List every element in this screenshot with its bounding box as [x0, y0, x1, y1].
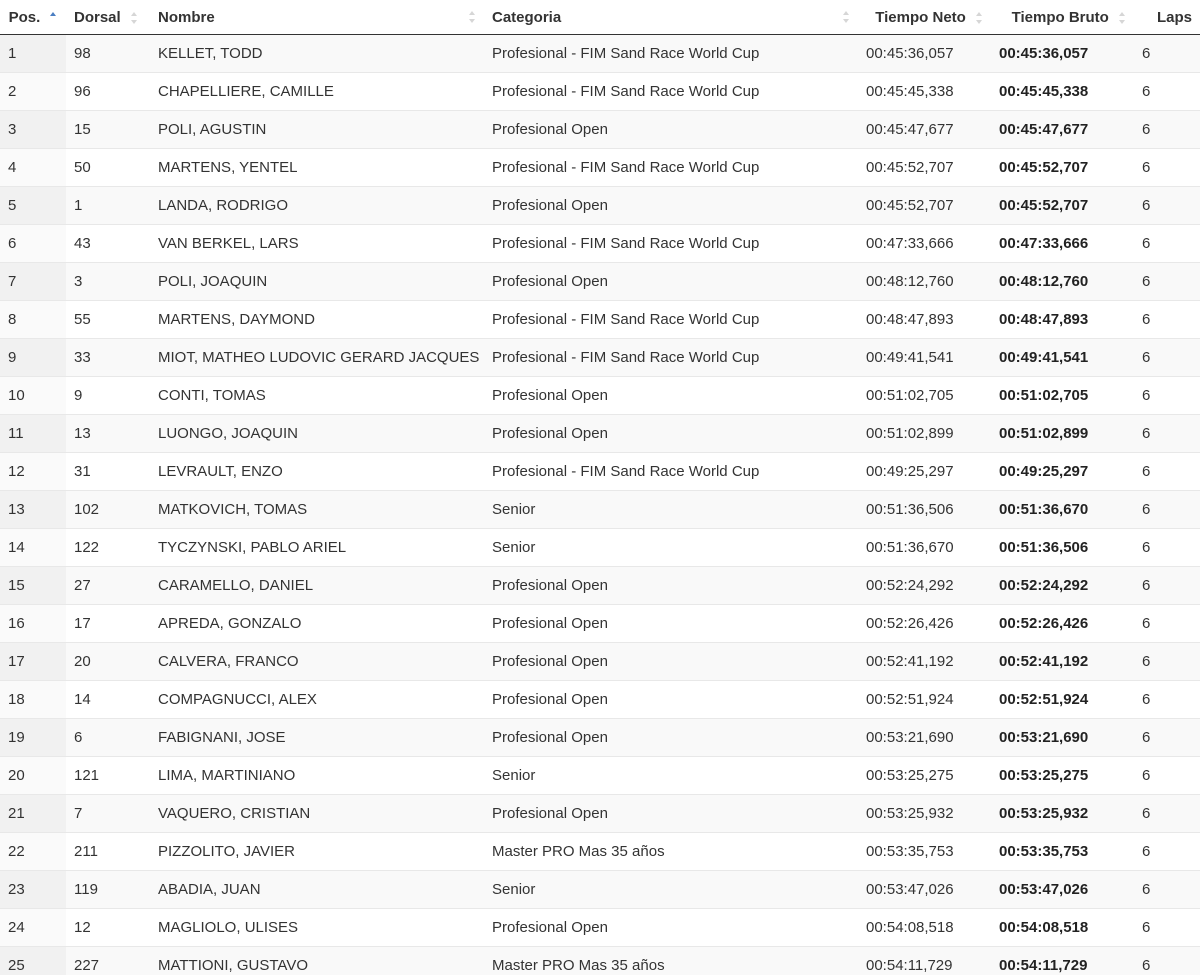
- cell-nombre: TYCZYNSKI, PABLO ARIEL: [150, 529, 484, 567]
- cell-dorsal: 27: [66, 567, 150, 605]
- cell-tiempo-bruto: 00:52:26,426: [991, 605, 1134, 643]
- table-row: [0, 225, 1200, 263]
- sort-icon: [843, 11, 850, 23]
- cell-tiempo-neto: 00:49:41,541: [858, 339, 991, 377]
- cell-pos: 4: [0, 149, 66, 187]
- table-row: [0, 73, 1200, 111]
- cell-categoria: Profesional Open: [484, 719, 858, 757]
- cell-pos: 6: [0, 225, 66, 263]
- cell-laps: 6: [1134, 643, 1200, 681]
- cell-nombre: CALVERA, FRANCO: [150, 643, 484, 681]
- cell-nombre: MAGLIOLO, ULISES: [150, 909, 484, 947]
- cell-categoria: Profesional Open: [484, 643, 858, 681]
- cell-laps: 6: [1134, 187, 1200, 225]
- header-row: [0, 0, 1200, 35]
- cell-laps: 6: [1134, 377, 1200, 415]
- table-row: [0, 187, 1200, 225]
- cell-tiempo-neto: 00:48:12,760: [858, 263, 991, 301]
- cell-tiempo-bruto: 00:45:36,057: [991, 35, 1134, 73]
- cell-tiempo-bruto: 00:49:41,541: [991, 339, 1134, 377]
- table-row: [0, 35, 1200, 73]
- table-row: [0, 833, 1200, 871]
- cell-categoria: Profesional - FIM Sand Race World Cup: [484, 339, 858, 377]
- cell-tiempo-neto: 00:52:24,292: [858, 567, 991, 605]
- cell-laps: 6: [1134, 453, 1200, 491]
- cell-dorsal: 12: [66, 909, 150, 947]
- cell-pos: 22: [0, 833, 66, 871]
- table-row: [0, 909, 1200, 947]
- cell-tiempo-neto: 00:54:11,729: [858, 947, 991, 975]
- cell-tiempo-neto: 00:54:08,518: [858, 909, 991, 947]
- cell-categoria: Master PRO Mas 35 años: [484, 833, 858, 871]
- cell-tiempo-neto: 00:48:47,893: [858, 301, 991, 339]
- cell-tiempo-neto: 00:52:26,426: [858, 605, 991, 643]
- cell-pos: 23: [0, 871, 66, 909]
- table-row: [0, 263, 1200, 301]
- cell-dorsal: 102: [66, 491, 150, 529]
- cell-tiempo-bruto: 00:53:47,026: [991, 871, 1134, 909]
- cell-pos: 25: [0, 947, 66, 975]
- column-header-dorsal-label: Dorsal: [74, 8, 121, 26]
- cell-categoria: Profesional Open: [484, 681, 858, 719]
- cell-dorsal: 121: [66, 757, 150, 795]
- cell-nombre: CARAMELLO, DANIEL: [150, 567, 484, 605]
- table-row: [0, 111, 1200, 149]
- cell-tiempo-neto: 00:51:36,506: [858, 491, 991, 529]
- cell-tiempo-neto: 00:45:52,707: [858, 149, 991, 187]
- cell-pos: 1: [0, 35, 66, 73]
- cell-laps: 6: [1134, 73, 1200, 111]
- cell-categoria: Profesional Open: [484, 415, 858, 453]
- table-row: [0, 415, 1200, 453]
- cell-tiempo-bruto: 00:45:45,338: [991, 73, 1134, 111]
- cell-tiempo-bruto: 00:51:36,670: [991, 491, 1134, 529]
- cell-nombre: MARTENS, DAYMOND: [150, 301, 484, 339]
- column-header-dorsal[interactable]: [66, 0, 150, 35]
- table-row: [0, 795, 1200, 833]
- cell-tiempo-neto: 00:53:25,275: [858, 757, 991, 795]
- cell-categoria: Senior: [484, 757, 858, 795]
- cell-laps: 6: [1134, 263, 1200, 301]
- column-header-tiempo-neto[interactable]: [858, 0, 991, 35]
- cell-nombre: COMPAGNUCCI, ALEX: [150, 681, 484, 719]
- cell-laps: 6: [1134, 339, 1200, 377]
- cell-dorsal: 14: [66, 681, 150, 719]
- cell-laps: 6: [1134, 681, 1200, 719]
- column-header-categoria-label: Categoria: [492, 8, 562, 26]
- cell-dorsal: 31: [66, 453, 150, 491]
- cell-dorsal: 50: [66, 149, 150, 187]
- cell-dorsal: 33: [66, 339, 150, 377]
- table-row: [0, 643, 1200, 681]
- table-row: [0, 871, 1200, 909]
- column-header-pos-label: Pos.: [8, 8, 41, 26]
- cell-tiempo-bruto: 00:53:25,275: [991, 757, 1134, 795]
- cell-tiempo-neto: 00:45:47,677: [858, 111, 991, 149]
- cell-dorsal: 1: [66, 187, 150, 225]
- cell-nombre: KELLET, TODD: [150, 35, 484, 73]
- cell-pos: 12: [0, 453, 66, 491]
- cell-categoria: Profesional - FIM Sand Race World Cup: [484, 73, 858, 111]
- cell-pos: 20: [0, 757, 66, 795]
- cell-pos: 11: [0, 415, 66, 453]
- column-header-tiempo-neto-label: Tiempo Neto: [875, 8, 966, 26]
- cell-categoria: Profesional Open: [484, 567, 858, 605]
- cell-tiempo-bruto: 00:54:08,518: [991, 909, 1134, 947]
- cell-nombre: APREDA, GONZALO: [150, 605, 484, 643]
- cell-tiempo-neto: 00:53:25,932: [858, 795, 991, 833]
- cell-categoria: Profesional - FIM Sand Race World Cup: [484, 453, 858, 491]
- cell-laps: 6: [1134, 111, 1200, 149]
- cell-tiempo-bruto: 00:53:25,932: [991, 795, 1134, 833]
- column-header-nombre[interactable]: [150, 0, 484, 35]
- cell-tiempo-bruto: 00:52:51,924: [991, 681, 1134, 719]
- cell-dorsal: 3: [66, 263, 150, 301]
- cell-laps: 6: [1134, 149, 1200, 187]
- cell-categoria: Profesional Open: [484, 377, 858, 415]
- cell-categoria: Master PRO Mas 35 años: [484, 947, 858, 975]
- cell-tiempo-bruto: 00:51:02,899: [991, 415, 1134, 453]
- cell-laps: 6: [1134, 491, 1200, 529]
- cell-dorsal: 17: [66, 605, 150, 643]
- cell-pos: 15: [0, 567, 66, 605]
- table-row: [0, 301, 1200, 339]
- cell-tiempo-neto: 00:52:51,924: [858, 681, 991, 719]
- cell-pos: 17: [0, 643, 66, 681]
- cell-dorsal: 96: [66, 73, 150, 111]
- cell-categoria: Profesional Open: [484, 909, 858, 947]
- cell-categoria: Senior: [484, 871, 858, 909]
- cell-categoria: Profesional Open: [484, 605, 858, 643]
- cell-laps: 6: [1134, 415, 1200, 453]
- cell-pos: 10: [0, 377, 66, 415]
- cell-tiempo-bruto: 00:45:52,707: [991, 187, 1134, 225]
- cell-nombre: PIZZOLITO, JAVIER: [150, 833, 484, 871]
- cell-tiempo-bruto: 00:48:47,893: [991, 301, 1134, 339]
- cell-tiempo-neto: 00:53:47,026: [858, 871, 991, 909]
- sort-icon: [469, 11, 476, 23]
- cell-dorsal: 227: [66, 947, 150, 975]
- table-row: [0, 339, 1200, 377]
- cell-dorsal: 211: [66, 833, 150, 871]
- cell-tiempo-bruto: 00:51:36,506: [991, 529, 1134, 567]
- cell-dorsal: 43: [66, 225, 150, 263]
- table-row: [0, 605, 1200, 643]
- cell-nombre: MATKOVICH, TOMAS: [150, 491, 484, 529]
- table-row: [0, 947, 1200, 975]
- cell-nombre: CONTI, TOMAS: [150, 377, 484, 415]
- cell-tiempo-bruto: 00:48:12,760: [991, 263, 1134, 301]
- cell-dorsal: 7: [66, 795, 150, 833]
- cell-laps: 6: [1134, 719, 1200, 757]
- cell-tiempo-neto: 00:51:02,705: [858, 377, 991, 415]
- cell-tiempo-bruto: 00:47:33,666: [991, 225, 1134, 263]
- cell-tiempo-neto: 00:45:52,707: [858, 187, 991, 225]
- cell-dorsal: 122: [66, 529, 150, 567]
- cell-categoria: Profesional - FIM Sand Race World Cup: [484, 225, 858, 263]
- cell-laps: 6: [1134, 833, 1200, 871]
- cell-categoria: Profesional Open: [484, 795, 858, 833]
- sort-icon: [976, 12, 983, 24]
- table-row: [0, 453, 1200, 491]
- cell-tiempo-neto: 00:53:35,753: [858, 833, 991, 871]
- cell-tiempo-neto: 00:51:02,899: [858, 415, 991, 453]
- cell-tiempo-bruto: 00:53:35,753: [991, 833, 1134, 871]
- cell-laps: 6: [1134, 529, 1200, 567]
- cell-tiempo-neto: 00:53:21,690: [858, 719, 991, 757]
- table-row: [0, 377, 1200, 415]
- column-header-laps[interactable]: [1134, 0, 1200, 35]
- cell-dorsal: 13: [66, 415, 150, 453]
- cell-tiempo-neto: 00:49:25,297: [858, 453, 991, 491]
- cell-dorsal: 55: [66, 301, 150, 339]
- cell-tiempo-bruto: 00:52:24,292: [991, 567, 1134, 605]
- cell-nombre: FABIGNANI, JOSE: [150, 719, 484, 757]
- cell-dorsal: 20: [66, 643, 150, 681]
- cell-nombre: MIOT, MATHEO LUDOVIC GERARD JACQUES: [150, 339, 484, 377]
- cell-categoria: Profesional Open: [484, 263, 858, 301]
- cell-nombre: VAQUERO, CRISTIAN: [150, 795, 484, 833]
- cell-nombre: POLI, AGUSTIN: [150, 111, 484, 149]
- cell-nombre: MATTIONI, GUSTAVO: [150, 947, 484, 975]
- cell-pos: 14: [0, 529, 66, 567]
- cell-tiempo-bruto: 00:49:25,297: [991, 453, 1134, 491]
- cell-tiempo-neto: 00:52:41,192: [858, 643, 991, 681]
- table-row: [0, 681, 1200, 719]
- cell-pos: 3: [0, 111, 66, 149]
- cell-laps: 6: [1134, 909, 1200, 947]
- sort-icon: [1119, 12, 1126, 24]
- table-row: [0, 529, 1200, 567]
- table-header: [0, 0, 1200, 35]
- cell-pos: 13: [0, 491, 66, 529]
- cell-pos: 19: [0, 719, 66, 757]
- cell-nombre: LUONGO, JOAQUIN: [150, 415, 484, 453]
- cell-pos: 7: [0, 263, 66, 301]
- cell-nombre: ABADIA, JUAN: [150, 871, 484, 909]
- cell-pos: 8: [0, 301, 66, 339]
- cell-nombre: LANDA, RODRIGO: [150, 187, 484, 225]
- cell-laps: 6: [1134, 225, 1200, 263]
- cell-laps: 6: [1134, 871, 1200, 909]
- cell-categoria: Senior: [484, 529, 858, 567]
- cell-pos: 16: [0, 605, 66, 643]
- cell-dorsal: 98: [66, 35, 150, 73]
- cell-laps: 6: [1134, 795, 1200, 833]
- cell-categoria: Profesional Open: [484, 187, 858, 225]
- cell-nombre: LIMA, MARTINIANO: [150, 757, 484, 795]
- cell-nombre: LEVRAULT, ENZO: [150, 453, 484, 491]
- table-body: [0, 35, 1200, 975]
- cell-dorsal: 9: [66, 377, 150, 415]
- cell-categoria: Profesional Open: [484, 111, 858, 149]
- cell-pos: 9: [0, 339, 66, 377]
- cell-tiempo-neto: 00:51:36,670: [858, 529, 991, 567]
- cell-laps: 6: [1134, 757, 1200, 795]
- cell-nombre: VAN BERKEL, LARS: [150, 225, 484, 263]
- table-row: [0, 719, 1200, 757]
- cell-pos: 5: [0, 187, 66, 225]
- cell-tiempo-bruto: 00:53:21,690: [991, 719, 1134, 757]
- sort-icon: [131, 12, 138, 24]
- cell-categoria: Senior: [484, 491, 858, 529]
- cell-tiempo-bruto: 00:45:52,707: [991, 149, 1134, 187]
- cell-pos: 24: [0, 909, 66, 947]
- column-header-pos[interactable]: [0, 0, 66, 35]
- cell-laps: 6: [1134, 35, 1200, 73]
- cell-dorsal: 15: [66, 111, 150, 149]
- cell-dorsal: 119: [66, 871, 150, 909]
- cell-tiempo-neto: 00:47:33,666: [858, 225, 991, 263]
- table-row: [0, 567, 1200, 605]
- cell-laps: 6: [1134, 567, 1200, 605]
- sort-ascending-icon: [50, 12, 57, 24]
- cell-laps: 6: [1134, 301, 1200, 339]
- cell-laps: 6: [1134, 605, 1200, 643]
- cell-tiempo-neto: 00:45:45,338: [858, 73, 991, 111]
- table-row: [0, 149, 1200, 187]
- cell-nombre: MARTENS, YENTEL: [150, 149, 484, 187]
- cell-nombre: CHAPELLIERE, CAMILLE: [150, 73, 484, 111]
- table-row: [0, 491, 1200, 529]
- cell-categoria: Profesional - FIM Sand Race World Cup: [484, 149, 858, 187]
- cell-nombre: POLI, JOAQUIN: [150, 263, 484, 301]
- cell-tiempo-bruto: 00:52:41,192: [991, 643, 1134, 681]
- cell-categoria: Profesional - FIM Sand Race World Cup: [484, 35, 858, 73]
- cell-pos: 18: [0, 681, 66, 719]
- cell-categoria: Profesional - FIM Sand Race World Cup: [484, 301, 858, 339]
- cell-tiempo-neto: 00:45:36,057: [858, 35, 991, 73]
- cell-dorsal: 6: [66, 719, 150, 757]
- column-header-nombre-label: Nombre: [158, 8, 215, 26]
- column-header-tiempo-bruto-label: Tiempo Bruto: [1011, 8, 1109, 26]
- column-header-laps-label: Laps: [1156, 8, 1192, 26]
- column-header-categoria[interactable]: [484, 0, 858, 35]
- cell-pos: 2: [0, 73, 66, 111]
- cell-laps: 6: [1134, 947, 1200, 975]
- table-row: [0, 757, 1200, 795]
- cell-tiempo-bruto: 00:45:47,677: [991, 111, 1134, 149]
- cell-tiempo-bruto: 00:54:11,729: [991, 947, 1134, 975]
- cell-pos: 21: [0, 795, 66, 833]
- cell-tiempo-bruto: 00:51:02,705: [991, 377, 1134, 415]
- column-header-tiempo-bruto[interactable]: [991, 0, 1134, 35]
